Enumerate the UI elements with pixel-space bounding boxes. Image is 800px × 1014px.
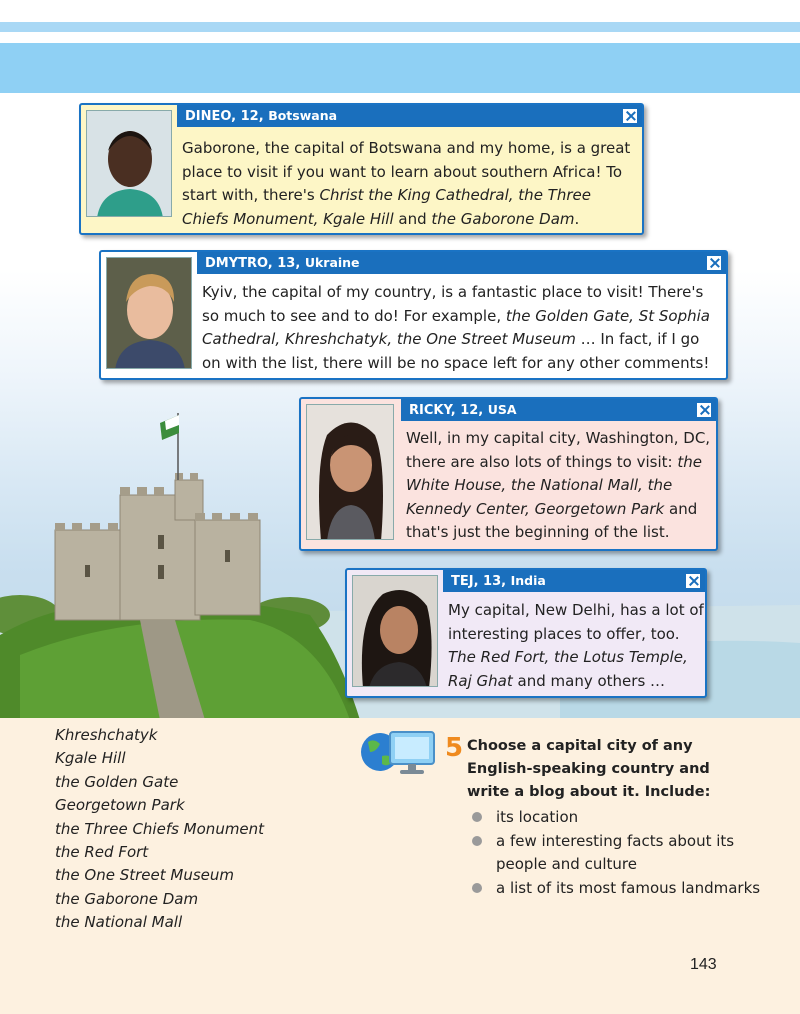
card-header [443, 570, 705, 592]
word-list-item: Kgale Hill [55, 749, 126, 768]
close-icon[interactable] [696, 402, 712, 418]
avatar-tej [352, 575, 438, 687]
task-number: 5 [445, 733, 464, 763]
card-header [177, 105, 642, 127]
avatar-ricky [306, 404, 394, 540]
word-list-item: the One Street Museum [55, 866, 234, 885]
card-country: Botswana [268, 108, 338, 123]
comment-card-ricky [299, 397, 718, 551]
word-list-item: the Golden Gate [55, 772, 179, 791]
word-list-item: the Gaborone Dam [55, 889, 199, 908]
task-bullet: its location [470, 806, 770, 830]
task-bullet: a list of its most famous landmarks [470, 877, 770, 901]
word-list-item: Georgetown Park [55, 796, 185, 815]
comment-card-dmytro [99, 250, 728, 380]
card-author: RICKY, 12, [409, 403, 484, 418]
close-icon[interactable] [706, 255, 722, 271]
card-header [401, 399, 716, 421]
card-country: USA [487, 402, 517, 417]
card-country: Ukraine [304, 255, 360, 270]
close-icon[interactable] [685, 573, 701, 589]
comment-card-tej [345, 568, 707, 698]
globe-computer-icon [360, 728, 440, 776]
task-bullet-list [470, 806, 770, 900]
avatar-dineo [86, 110, 172, 217]
card-header [197, 252, 726, 274]
page-number: 143 [690, 956, 717, 973]
close-icon[interactable] [622, 108, 638, 124]
card-author: DINEO, 12, [185, 109, 264, 124]
landmark-word-list [55, 724, 264, 935]
header-stripe-thin [0, 22, 800, 32]
comment-text: Kyiv, the capital of my country, is a fantastic place to visit! There's so much to see and to do! For example, the Golden Gate, St Sophia Cathedral, Khreshchatyk, the One Street Museum … In fact, if I go on with the list, there will be no space left for any other comments! [202, 283, 710, 372]
comment-text: Gaborone, the capital of Botswana and my home, is a great place to visit if you want to learn about southern Africa! To start with, there's Christ the King Cathedral, the Three Chiefs Monument, Kgale Hill and the Gaborone Dam. [182, 139, 631, 228]
word-list-item: the Three Chiefs Monument [55, 819, 265, 838]
card-author: TEJ, 13, [451, 574, 507, 589]
task-title: Choose a capital city of any English-speaking country and write a blog about it. Include: [467, 738, 711, 800]
comment-card-dineo [79, 103, 644, 235]
comment-text: My capital, New Delhi, has a lot of interesting places to offer, too. The Red Fort, the Lotus Temple, Raj Ghat and many others … [448, 601, 704, 690]
word-list-item: the National Mall [55, 913, 183, 932]
word-list-item: the Red Fort [55, 843, 149, 862]
word-list-item: Khreshchatyk [55, 726, 158, 744]
task-bullet: a few interesting facts about its people and culture [470, 830, 770, 877]
comment-text: Well, in my capital city, Washington, DC, there are also lots of things to visit: the White House, the National Mall, the Kennedy Center, Georgetown Park and that's just the beginning of the list. [406, 429, 711, 541]
card-author: DMYTRO, 13, [205, 256, 301, 271]
header-band [0, 43, 800, 93]
avatar-dmytro [106, 257, 192, 369]
card-country: India [510, 573, 546, 588]
